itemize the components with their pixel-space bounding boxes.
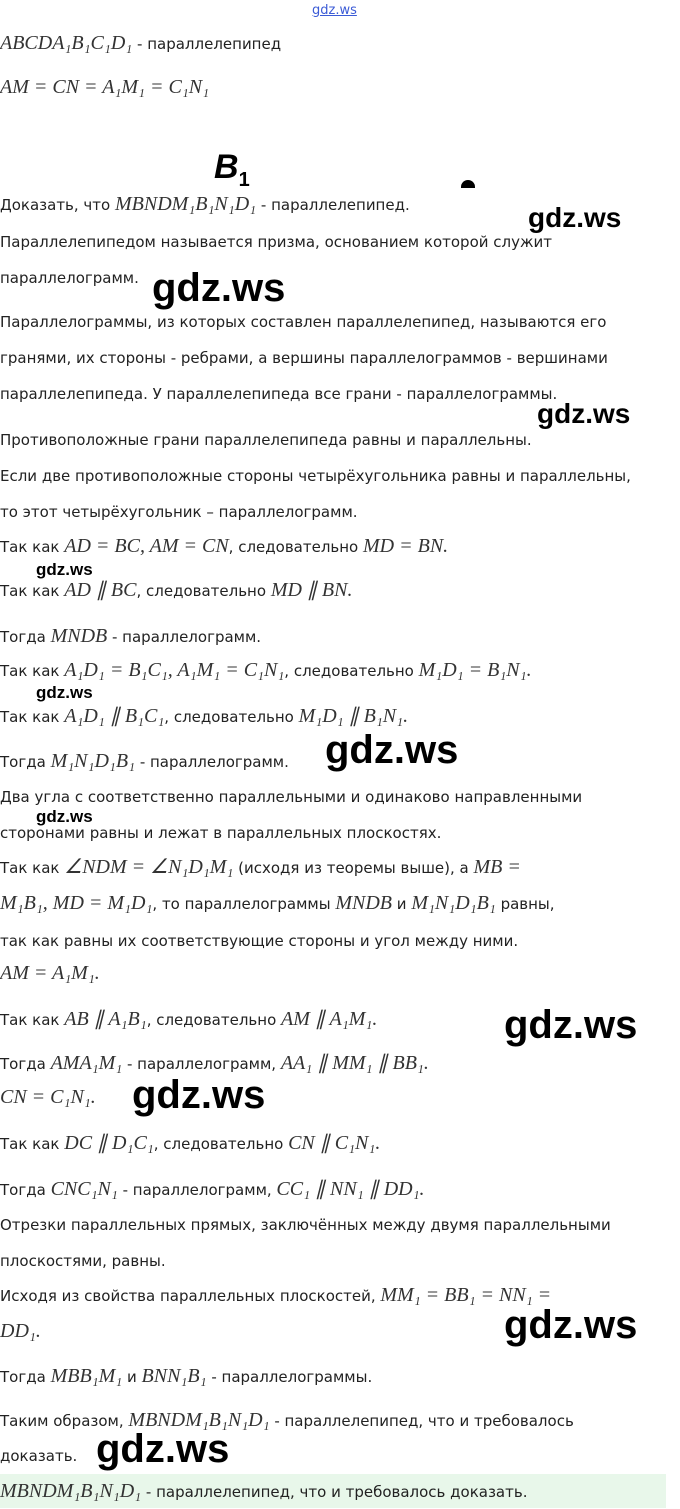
- text-segment: - параллелограмм.: [135, 753, 289, 771]
- text-segment: Исходя из свойства параллельных плоскостей,: [0, 1287, 381, 1305]
- text-line: [0, 466, 631, 486]
- text-line: [0, 893, 555, 914]
- formula: BNN₁B₁: [141, 1365, 207, 1387]
- text-line: [0, 1087, 96, 1108]
- formula: AB ∥ A₁B₁: [64, 1008, 147, 1030]
- formula: A₁D₁ ∥ B₁C₁: [64, 705, 165, 727]
- formula: MBNDM₁B₁N₁D₁: [114, 193, 257, 215]
- watermark: gdz.ws: [152, 266, 286, 310]
- formula: MB =: [473, 856, 521, 878]
- text-segment: - параллелограмм,: [117, 1181, 277, 1199]
- text-segment: доказать.: [0, 1447, 78, 1465]
- text-segment: плоскостями, равны.: [0, 1252, 166, 1270]
- text-segment: - параллелограмм,: [122, 1055, 281, 1073]
- text-line: [0, 430, 532, 450]
- answer-math: MBNDM₁B₁N₁D₁: [0, 1480, 142, 1502]
- formula: MNDB: [335, 892, 393, 914]
- text-line: [0, 33, 281, 54]
- formula: MNDB: [50, 625, 108, 647]
- text-line: [0, 706, 408, 727]
- text-segment: Тогда: [0, 753, 51, 771]
- text-segment: Доказать, что: [0, 196, 115, 214]
- text-line: [0, 1009, 377, 1030]
- text-segment: Так как: [0, 582, 65, 600]
- formula: AD ∥ BC: [64, 579, 137, 601]
- text-line: [0, 1053, 429, 1074]
- text-segment: так как равны их соответствующие стороны и угол между ними.: [0, 932, 519, 950]
- text-line: [0, 268, 139, 288]
- watermark: gdz.ws: [36, 807, 93, 826]
- formula: CN ∥ C₁N₁.: [288, 1132, 381, 1154]
- watermark: gdz.ws: [36, 560, 93, 579]
- text-line: [0, 1133, 380, 1154]
- formula: M₁N₁D₁B₁: [50, 750, 136, 772]
- text-segment: Так как: [0, 538, 65, 556]
- text-segment: Противоположные грани параллелепипеда равны и параллельны.: [0, 431, 532, 449]
- text-line: [0, 1366, 372, 1387]
- watermark: gdz.ws: [504, 1303, 638, 1347]
- text-segment: то этот четырёхугольник – параллелограмм.: [0, 503, 358, 521]
- site-link[interactable]: gdz.ws: [312, 3, 357, 18]
- text-segment: Тогда: [0, 1181, 51, 1199]
- formula: AM = CN = A₁M₁ = C₁N₁: [0, 76, 210, 98]
- text-segment: параллелограмм.: [0, 269, 139, 287]
- formula: CNC₁N₁: [50, 1178, 118, 1200]
- formula: DC ∥ D₁C₁: [64, 1132, 154, 1154]
- text-line: [0, 787, 582, 807]
- text-segment: сторонами равны и лежат в параллельных плоскостях.: [0, 824, 442, 842]
- formula: AM ∥ A₁M₁.: [281, 1008, 378, 1030]
- text-segment: Параллелепипедом называется призма, основанием которой служит: [0, 233, 552, 251]
- text-line: [0, 660, 532, 681]
- text-line: [0, 232, 552, 252]
- text-segment: , следовательно: [284, 662, 419, 680]
- text-line: [0, 1446, 77, 1466]
- formula: M₁B₁, MD = M₁D₁: [0, 892, 153, 914]
- text-segment: - параллелограммы.: [206, 1368, 373, 1386]
- text-line: [0, 580, 352, 601]
- text-segment: Таким образом,: [0, 1412, 129, 1430]
- text-segment: и: [392, 895, 412, 913]
- text-segment: и: [122, 1368, 142, 1386]
- text-segment: Отрезки параллельных прямых, заключённых между двумя параллельными: [0, 1216, 611, 1234]
- watermark: gdz.ws: [504, 1003, 638, 1047]
- text-segment: Тогда: [0, 628, 51, 646]
- text-segment: - параллелепипед: [132, 35, 282, 53]
- formula: ABCDA₁B₁C₁D₁: [0, 32, 133, 54]
- text-segment: гранями, их стороны - ребрами, а вершины параллелограммов - вершинами: [0, 349, 608, 367]
- text-line: [0, 963, 100, 984]
- answer-line: [0, 1481, 527, 1502]
- formula: AD = BC, AM = CN: [64, 535, 229, 557]
- text-segment: Так как: [0, 1011, 65, 1029]
- text-segment: , следовательно: [228, 538, 363, 556]
- text-line: [0, 931, 518, 951]
- formula: M₁N₁D₁B₁: [411, 892, 496, 914]
- text-line: [0, 77, 209, 98]
- text-line: [0, 857, 521, 878]
- watermark: gdz.ws: [537, 398, 631, 429]
- text-segment: Два угла с соответственно параллельными и одинаково направленными: [0, 788, 583, 806]
- text-segment: Если две противоположные стороны четырёхугольника равны и параллельны,: [0, 467, 631, 485]
- watermark: gdz.ws: [132, 1073, 266, 1117]
- formula: DD₁.: [0, 1320, 41, 1342]
- text-segment: , следовательно: [136, 582, 271, 600]
- text-segment: Так как: [0, 1135, 65, 1153]
- formula: ∠NDM = ∠N₁D₁M₁: [64, 856, 234, 878]
- text-line: [0, 348, 608, 368]
- figure-fragment: [461, 180, 475, 188]
- formula: MD = BN.: [363, 535, 449, 557]
- watermark: gdz.ws: [36, 683, 93, 702]
- text-segment: Тогда: [0, 1055, 51, 1073]
- formula: M₁D₁ = B₁N₁.: [418, 659, 532, 681]
- text-segment: , следовательно: [153, 1135, 289, 1153]
- formula: MBNDM₁B₁N₁D₁: [128, 1409, 270, 1431]
- formula: CC₁ ∥ NN₁ ∥ DD₁.: [276, 1178, 425, 1200]
- text-line: [0, 1215, 611, 1235]
- answer-text: - параллелепипед, что и требовалось доказать.: [141, 1483, 528, 1501]
- text-segment: равны,: [495, 895, 555, 913]
- text-line: [0, 312, 606, 332]
- formula: CN = C₁N₁.: [0, 1086, 96, 1108]
- text-line: [0, 1285, 551, 1306]
- text-segment: , следовательно: [164, 708, 299, 726]
- formula: M₁D₁ ∥ B₁N₁.: [298, 705, 409, 727]
- formula: AA₁ ∥ MM₁ ∥ BB₁.: [280, 1052, 429, 1074]
- watermark: gdz.ws: [325, 728, 459, 772]
- text-line: [0, 626, 261, 647]
- text-segment: - параллелограмм.: [107, 628, 262, 646]
- text-segment: - параллелепипед.: [256, 196, 410, 214]
- text-line: [0, 1179, 425, 1200]
- formula: MD ∥ BN.: [270, 579, 353, 601]
- text-line: [0, 194, 410, 215]
- text-line: [0, 751, 289, 772]
- formula: A₁D₁ = B₁C₁, A₁M₁ = C₁N₁: [64, 659, 285, 681]
- text-segment: Параллелограммы, из которых составлен параллелепипед, называются его: [0, 313, 607, 331]
- text-segment: параллелепипеда. У параллелепипеда все грани - параллелограммы.: [0, 385, 558, 403]
- text-segment: , следовательно: [146, 1011, 282, 1029]
- text-segment: Так как: [0, 662, 65, 680]
- text-line: [0, 536, 448, 557]
- text-segment: Так как: [0, 859, 65, 877]
- watermark: gdz.ws: [96, 1427, 230, 1471]
- formula: AM = A₁M₁.: [0, 962, 100, 984]
- text-line: [0, 1321, 41, 1342]
- text-segment: Так как: [0, 708, 65, 726]
- text-segment: , то параллелограммы: [152, 895, 336, 913]
- text-segment: Тогда: [0, 1368, 51, 1386]
- watermark: gdz.ws: [528, 202, 622, 233]
- formula: AMA₁M₁: [50, 1052, 123, 1074]
- formula: MBB₁M₁: [50, 1365, 123, 1387]
- text-line: [0, 502, 358, 522]
- text-segment: - параллелепипед, что и требовалось: [269, 1412, 574, 1430]
- text-segment: (исходя из теоремы выше), а: [233, 859, 474, 877]
- text-line: [0, 1410, 574, 1431]
- formula: MM₁ = BB₁ = NN₁ =: [380, 1284, 552, 1306]
- answer-box: [0, 1474, 666, 1508]
- figure-vertex-label: $B_1$: [214, 148, 250, 191]
- text-line: [0, 1251, 166, 1271]
- text-line: [0, 384, 557, 404]
